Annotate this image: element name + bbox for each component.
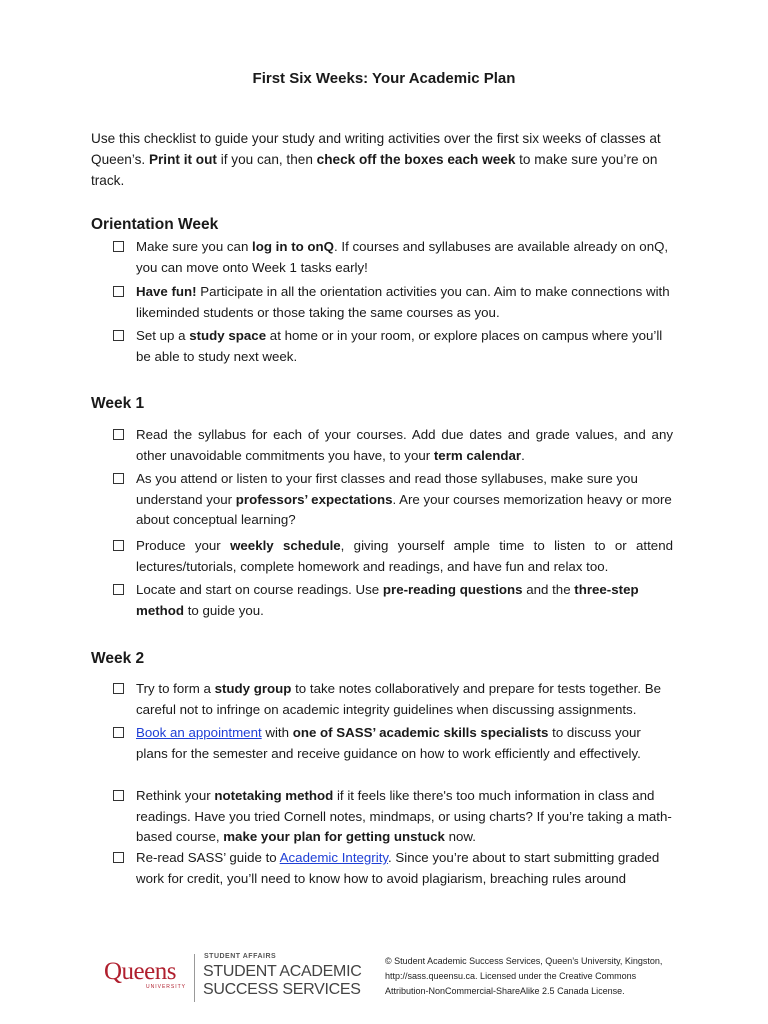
checklist-item: Set up a study space at home or in your room, or explore places on campus where you’ll be able to study next week. <box>113 326 673 367</box>
checkbox[interactable] <box>113 584 124 595</box>
checkbox[interactable] <box>113 852 124 863</box>
intro-text: Use this checklist to guide your study and writing activities over the first six weeks of classes at Queen’s. <box>91 131 661 167</box>
intro-paragraph <box>91 128 681 191</box>
checklist-item: Locate and start on course readings. Use pre-reading questions and the three-step method to guide you. <box>113 580 673 621</box>
heading-orientation-week: Orientation Week <box>91 216 219 233</box>
checklist-item: Have fun! Participate in all the orientation activities you can. Aim to make connections with likeminded students or those taking the same courses as you. <box>113 282 673 323</box>
book-appointment-link[interactable]: Book an appointment <box>136 725 262 740</box>
checkbox[interactable] <box>113 540 124 551</box>
checklist-item: As you attend or listen to your first classes and read those syllabuses, make sure you understand your professors’ expectations. Are your courses memorization heavy or more about conceptual learning? <box>113 469 673 531</box>
heading-week-1: Week 1 <box>91 395 145 412</box>
checkbox[interactable] <box>113 473 124 484</box>
checkbox[interactable] <box>113 790 124 801</box>
queens-logo-sub: UNIVERSITY <box>146 984 187 990</box>
checklist-item: Make sure you can log in to onQ. If courses and syllabuses are available already on onQ, you can move onto Week 1 tasks early! <box>113 237 673 278</box>
checklist-item: Read the syllabus for each of your courses. Add due dates and grade values, and any other unavoidable commitments you have, to your term calendar. <box>113 425 673 466</box>
intro-text: to make sure you’re on track. <box>91 152 658 188</box>
dept-name-line2: SUCCESS SERVICES <box>203 981 361 998</box>
dept-name <box>203 963 361 999</box>
checkbox[interactable] <box>113 286 124 297</box>
intro-text: if you can, then <box>216 152 317 167</box>
academic-integrity-link[interactable]: Academic Integrity <box>279 850 389 865</box>
checkbox[interactable] <box>113 330 124 341</box>
dept-student-affairs: STUDENT AFFAIRS <box>204 953 277 960</box>
checkbox[interactable] <box>113 683 124 694</box>
intro-bold-print: Print it out <box>148 152 217 167</box>
checklist-item: Try to form a study group to take notes collaboratively and prepare for tests together. Be careful not to infringe on academic integrity guidelines when discussing assignments. <box>113 679 673 720</box>
checklist-item: Re-read SASS’ guide to Academic Integrity. Since you’re about to start submitting graded work for credit, you’ll need to know how to avoid plagiarism, breaching rules around <box>113 848 673 889</box>
checkbox[interactable] <box>113 241 124 252</box>
queens-logo: Queens <box>104 958 176 985</box>
copyright-notice: © Student Academic Success Services, Queen’s University, Kingston, http://sass.queensu.ca. Licensed under the Creative Commons Attribution-NonCommercial-ShareAlike 2.5 Canada License. <box>385 956 663 996</box>
checkbox[interactable] <box>113 429 124 440</box>
footer-divider <box>194 954 195 1002</box>
dept-name-line1: STUDENT ACADEMIC <box>203 963 362 980</box>
checklist-item: Produce your weekly schedule, giving yourself ample time to listen to or attend lectures/tutorials, complete homework and readings, and have fun and relax too. <box>113 536 673 577</box>
checklist-item: Book an appointment with one of SASS’ academic skills specialists to discuss your plans for the semester and receive guidance on how to work efficiently and effectively. <box>113 723 673 764</box>
checklist-item: Rethink your notetaking method if it feels like there's too much information in class and readings. Have you tried Cornell notes, mindmaps, or using charts? If you’re taking a math-based course, make your plan for getting unstuck now. <box>113 786 673 848</box>
checkbox[interactable] <box>113 727 124 738</box>
page-title: First Six Weeks: Your Academic Plan <box>252 70 516 87</box>
intro-bold-check: check off the boxes each week <box>316 152 516 167</box>
heading-week-2: Week 2 <box>91 650 145 667</box>
footer <box>0 948 768 1008</box>
